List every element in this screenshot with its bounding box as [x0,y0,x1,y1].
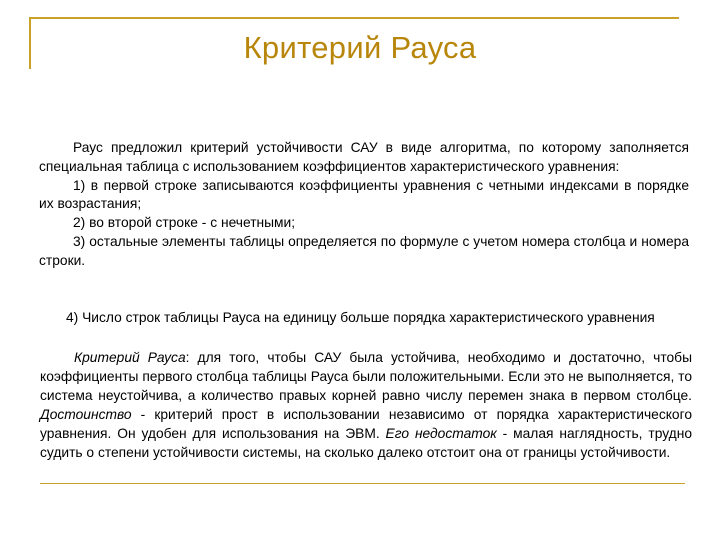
drawback-text: - малая наглядность, трудно судить о степени устойчивости системы, на сколько далеко отстоит она от границы устойчивости. [40,426,693,461]
criterion-text: : для того, чтобы САУ была устойчива, необходимо и достаточно, чтобы коэффициенты первого столбца таблицы Рауса были положительными. Если это не выполняется, то система неустойчива, а количество правых корней равно числу перемен знака в первом столбце. [40,350,692,404]
slide-title: Критерий Рауса [243,30,477,65]
criterion-term: Критерий Рауса [74,350,186,365]
drawback-term: Его недостаток [385,426,497,442]
advantage-text: - критерий прост в использовании независимо от порядка характеристического уравнения. Он удобен для использования на ЭВМ. [40,407,692,442]
intro-paragraph: Раус предложил критерий устойчивости САУ в виде алгоритма, по которому заполняется специальная таблица с использованием коэффициентов характеристического уравнения: [39,140,689,174]
frame-top-line [29,17,679,19]
frame-bottom-line [40,483,685,484]
algorithm-description [39,139,689,271]
step-3: 3) остальные элементы таблицы определяется по формуле с учетом номера столбца и номера строки. [39,233,689,268]
criterion-paragraph [40,348,692,463]
step-1: 1) в первой строке записываются коэффициенты уравнения с четными индексами в порядке их возрастания; [39,177,689,212]
step-4: 4) Число строк таблицы Рауса на единицу больше порядка характеристического уравнения [66,310,655,325]
step-2: 2) во второй строке - с нечетными; [73,215,296,231]
advantage-term: Достоинство [40,407,132,423]
